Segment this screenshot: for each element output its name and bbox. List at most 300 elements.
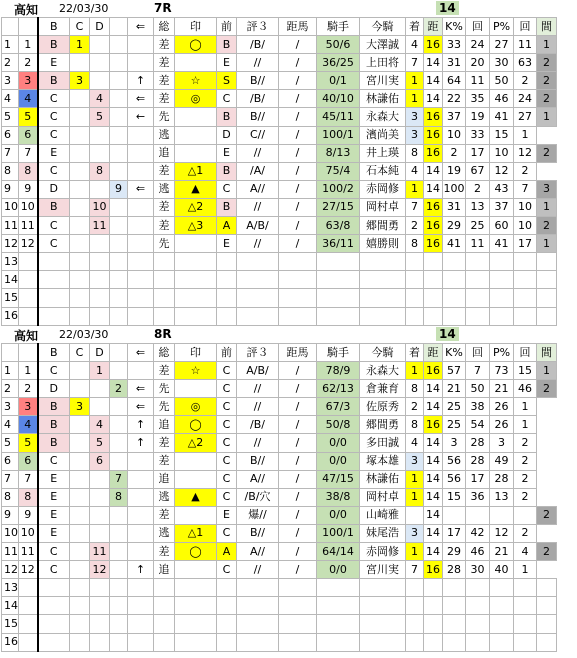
grade-a: E [38, 488, 70, 506]
p-pct-cell [490, 597, 514, 615]
mark-cell: ☆ [175, 362, 217, 380]
jockey-stat-cell [317, 633, 360, 651]
finish-cell [406, 253, 424, 271]
jockey-stat-cell: 62/13 [317, 380, 360, 398]
kai2-cell: 7 [514, 180, 537, 198]
col-c: 4 [90, 90, 110, 108]
finish-cell: 3 [406, 452, 424, 470]
dist-cell: 14 [424, 180, 443, 198]
header-kai2-cell: 回 [514, 344, 537, 362]
dist-cell: 16 [424, 416, 443, 434]
header-eval-cell: 評３ [237, 344, 279, 362]
p-pct-cell: 26 [490, 416, 514, 434]
finish-cell [406, 307, 424, 325]
jockey-stat-cell [317, 271, 360, 289]
header-arrow-cell: ⇐ [128, 18, 154, 36]
kai2-cell: 1 [514, 398, 537, 416]
col-c [90, 615, 110, 633]
jockey-stat-cell: 78/9 [317, 362, 360, 380]
venue: 高知 [14, 329, 39, 343]
dist-horse-cell: / [279, 180, 317, 198]
jockey-stat-cell: 8/13 [317, 144, 360, 162]
dist-horse-cell: / [279, 524, 317, 542]
mark-cell: ◎ [175, 90, 217, 108]
col-c [90, 144, 110, 162]
kai-cell: 7 [466, 362, 490, 380]
k-pct-cell: 10 [443, 126, 466, 144]
dist-cell: 16 [424, 235, 443, 253]
mark-cell [175, 380, 217, 398]
eval-cell [237, 253, 279, 271]
kai2-cell: 1 [514, 126, 537, 144]
dist-cell: 14 [424, 398, 443, 416]
eval-cell [237, 579, 279, 597]
style-cell: 追 [154, 416, 175, 434]
col-d [110, 506, 128, 524]
eval-cell: // [237, 434, 279, 452]
eval-cell: // [237, 198, 279, 216]
arrow-cell [128, 217, 154, 235]
table-row [2, 362, 557, 380]
jockey-cell: 多田誠 [360, 434, 406, 452]
header-k-pct-cell: K% [443, 18, 466, 36]
header-col-c: D [90, 344, 110, 362]
p-pct-cell: 30 [490, 54, 514, 72]
jockey-cell: 妹尾浩 [360, 524, 406, 542]
post-number [19, 579, 38, 597]
header-style-cell: 総 [154, 18, 175, 36]
arrow-cell [128, 488, 154, 506]
arrow-cell [128, 470, 154, 488]
post-number: 7 [19, 470, 38, 488]
header-style-cell: 総 [154, 344, 175, 362]
col-d [110, 198, 128, 216]
k-pct-cell: 17 [443, 524, 466, 542]
prev-cell [217, 307, 237, 325]
k-pct-cell: 28 [443, 561, 466, 579]
mark-cell: ▲ [175, 488, 217, 506]
grade-a: C [38, 126, 70, 144]
prev-cell: C [217, 452, 237, 470]
arrow-cell [128, 198, 154, 216]
jockey-cell: 上田将 [360, 54, 406, 72]
arrow-cell [128, 162, 154, 180]
kai-cell: 28 [466, 434, 490, 452]
row-number: 4 [2, 90, 19, 108]
table-row [2, 561, 557, 579]
prev-cell [217, 633, 237, 651]
prev-cell: C [217, 398, 237, 416]
dist-cell [424, 253, 443, 271]
post-number: 8 [19, 488, 38, 506]
jockey-cell: 嬉勝則 [360, 235, 406, 253]
style-cell: 逃 [154, 126, 175, 144]
row-number: 8 [2, 488, 19, 506]
arrow-cell: ↑ [128, 434, 154, 452]
k-pct-cell [443, 615, 466, 633]
dist-cell: 16 [424, 126, 443, 144]
finish-cell: 1 [406, 470, 424, 488]
eval-cell [237, 307, 279, 325]
jockey-stat-cell: 100/2 [317, 180, 360, 198]
prev-cell [217, 289, 237, 307]
kai2-cell [514, 597, 537, 615]
eval-cell: /B/ [237, 416, 279, 434]
venue: 高知 [14, 3, 39, 17]
arrow-cell [128, 54, 154, 72]
kai2-cell: 1 [514, 416, 537, 434]
header-row [2, 18, 557, 36]
jockey-cell [360, 271, 406, 289]
kai2-cell [514, 253, 537, 271]
p-pct-cell: 26 [490, 398, 514, 416]
col-d [110, 108, 128, 126]
dist-cell: 16 [424, 36, 443, 54]
mark-cell: ◎ [175, 398, 217, 416]
jockey-cell [360, 597, 406, 615]
col-d: 2 [110, 380, 128, 398]
kai2-cell: 12 [514, 144, 537, 162]
p-pct-cell [490, 307, 514, 325]
arrow-cell [128, 253, 154, 271]
table-row [2, 36, 557, 54]
grade-a: D [38, 180, 70, 198]
p-pct-cell: 21 [490, 543, 514, 561]
grade-a [38, 253, 70, 271]
col-b [70, 271, 90, 289]
p-pct-cell: 28 [490, 470, 514, 488]
dist-horse-cell: / [279, 198, 317, 216]
mark-cell [175, 289, 217, 307]
style-cell: 先 [154, 108, 175, 126]
jockey-stat-cell: 64/14 [317, 543, 360, 561]
col-b [70, 488, 90, 506]
kai-cell [466, 633, 490, 651]
style-cell: 追 [154, 470, 175, 488]
col-d [110, 235, 128, 253]
interval-cell: 2 [537, 380, 557, 398]
jockey-cell: 宮川実 [360, 72, 406, 90]
dist-cell [424, 597, 443, 615]
row-number: 10 [2, 198, 19, 216]
entry-table [1, 17, 557, 326]
jockey-stat-cell: 38/8 [317, 488, 360, 506]
grade-a [38, 271, 70, 289]
p-pct-cell [490, 615, 514, 633]
post-number: 9 [19, 180, 38, 198]
eval-cell: /B/ [237, 36, 279, 54]
eval-cell: 爆// [237, 506, 279, 524]
k-pct-cell: 64 [443, 72, 466, 90]
finish-cell [406, 289, 424, 307]
arrow-cell: ← [128, 108, 154, 126]
post-number: 10 [19, 524, 38, 542]
prev-cell: A [217, 217, 237, 235]
kai-cell: 24 [466, 36, 490, 54]
style-cell [154, 633, 175, 651]
grade-a: C [38, 452, 70, 470]
jockey-stat-cell: 0/0 [317, 506, 360, 524]
mark-cell [175, 506, 217, 524]
k-pct-cell [443, 633, 466, 651]
dist-cell: 14 [424, 543, 443, 561]
p-pct-cell [490, 633, 514, 651]
dist-horse-cell: / [279, 162, 317, 180]
k-pct-cell: 33 [443, 36, 466, 54]
prev-cell: C [217, 434, 237, 452]
row-number: 12 [2, 561, 19, 579]
col-d [110, 543, 128, 561]
table-row [2, 380, 557, 398]
dist-horse-cell [279, 253, 317, 271]
dist-cell: 14 [424, 506, 443, 524]
finish-cell: 1 [406, 488, 424, 506]
arrow-cell: ⇐ [128, 90, 154, 108]
header-prev-cell: 前 [217, 344, 237, 362]
style-cell [154, 271, 175, 289]
grade-a [38, 307, 70, 325]
grade-a: E [38, 524, 70, 542]
col-b [70, 90, 90, 108]
arrow-cell [128, 144, 154, 162]
header-finish-cell: 着 [406, 18, 424, 36]
post-number: 6 [19, 452, 38, 470]
row-number: 7 [2, 144, 19, 162]
finish-cell: 2 [406, 398, 424, 416]
dist-cell: 14 [424, 72, 443, 90]
k-pct-cell: 15 [443, 488, 466, 506]
post-number: 8 [19, 162, 38, 180]
eval-cell [237, 271, 279, 289]
mark-cell: ◯ [175, 36, 217, 54]
col-b [70, 615, 90, 633]
col-d [110, 54, 128, 72]
dist-horse-cell [279, 633, 317, 651]
eval-cell: A/B/ [237, 217, 279, 235]
header-grade-a: B [38, 344, 70, 362]
header-dist-cell: 距 [424, 344, 443, 362]
jockey-stat-cell [317, 307, 360, 325]
col-d [110, 289, 128, 307]
header-grade-a: B [38, 18, 70, 36]
style-cell: 追 [154, 561, 175, 579]
post-number [19, 271, 38, 289]
col-b [70, 126, 90, 144]
header-col-d [110, 18, 128, 36]
prev-cell: C [217, 362, 237, 380]
mark-cell [175, 452, 217, 470]
k-pct-cell: 31 [443, 54, 466, 72]
dist-horse-cell: / [279, 90, 317, 108]
dist-cell: 16 [424, 217, 443, 235]
mark-cell [175, 597, 217, 615]
header-jockey-cell: 今騎 [360, 18, 406, 36]
kai-cell: 28 [466, 452, 490, 470]
jockey-stat-cell: 63/8 [317, 217, 360, 235]
eval-cell: /B/ [237, 90, 279, 108]
jockey-stat-cell: 47/15 [317, 470, 360, 488]
mark-cell [175, 253, 217, 271]
post-number: 6 [19, 126, 38, 144]
k-pct-cell: 56 [443, 452, 466, 470]
row-number: 9 [2, 506, 19, 524]
eval-cell: B// [237, 108, 279, 126]
eval-cell: // [237, 380, 279, 398]
col-b [70, 561, 90, 579]
arrow-cell [128, 235, 154, 253]
mark-cell [175, 579, 217, 597]
col-b [70, 362, 90, 380]
jockey-cell: 永森大 [360, 108, 406, 126]
mark-cell: △2 [175, 198, 217, 216]
post-number: 12 [19, 235, 38, 253]
interval-cell: 1 [537, 235, 557, 253]
col-d [110, 452, 128, 470]
jockey-cell: 岡村卓 [360, 488, 406, 506]
table-row [2, 597, 557, 615]
jockey-stat-cell [317, 597, 360, 615]
dist-horse-cell [279, 271, 317, 289]
dist-cell: 14 [424, 162, 443, 180]
k-pct-cell: 2 [443, 144, 466, 162]
kai2-cell: 63 [514, 54, 537, 72]
kai-cell: 11 [466, 235, 490, 253]
post-number [19, 307, 38, 325]
row-number: 10 [2, 524, 19, 542]
header-row-number [2, 344, 19, 362]
kai-cell [466, 253, 490, 271]
row-number: 1 [2, 362, 19, 380]
table-row [2, 72, 557, 90]
grade-a: E [38, 470, 70, 488]
col-c [90, 506, 110, 524]
mark-cell [175, 144, 217, 162]
interval-cell [537, 633, 557, 651]
col-c [90, 235, 110, 253]
eval-cell: B// [237, 452, 279, 470]
dist-cell: 14 [424, 524, 443, 542]
jockey-stat-cell: 0/1 [317, 72, 360, 90]
p-pct-cell: 46 [490, 90, 514, 108]
table-row [2, 307, 557, 325]
jockey-cell: 石本純 [360, 162, 406, 180]
eval-cell [237, 597, 279, 615]
style-cell: 差 [154, 162, 175, 180]
k-pct-cell [443, 597, 466, 615]
k-pct-cell: 19 [443, 162, 466, 180]
kai-cell [466, 615, 490, 633]
jockey-cell: 宮川実 [360, 561, 406, 579]
post-number [19, 615, 38, 633]
finish-cell [406, 579, 424, 597]
col-c [90, 398, 110, 416]
arrow-cell: ↑ [128, 561, 154, 579]
header-col-c: D [90, 18, 110, 36]
jockey-stat-cell: 100/1 [317, 524, 360, 542]
interval-cell: 1 [537, 198, 557, 216]
grade-a [38, 615, 70, 633]
col-d [110, 126, 128, 144]
interval-cell: 1 [537, 362, 557, 380]
post-number: 5 [19, 434, 38, 452]
jockey-stat-cell: 50/6 [317, 36, 360, 54]
eval-cell: A// [237, 470, 279, 488]
row-number: 3 [2, 72, 19, 90]
interval-cell: 2 [537, 217, 557, 235]
post-number [19, 597, 38, 615]
post-number: 3 [19, 398, 38, 416]
grade-a: B [38, 416, 70, 434]
prev-cell: C [217, 561, 237, 579]
style-cell: 逃 [154, 180, 175, 198]
p-pct-cell: 15 [490, 126, 514, 144]
row-number: 4 [2, 416, 19, 434]
prev-cell [217, 253, 237, 271]
kai-cell: 38 [466, 398, 490, 416]
grade-a: C [38, 108, 70, 126]
table-row [2, 488, 557, 506]
prev-cell: C [217, 380, 237, 398]
prev-cell: E [217, 506, 237, 524]
header-prev-cell: 前 [217, 18, 237, 36]
header-jockey-cell: 今騎 [360, 344, 406, 362]
row-number: 16 [2, 307, 19, 325]
table-row [2, 416, 557, 434]
post-number: 2 [19, 380, 38, 398]
finish-cell: 4 [406, 162, 424, 180]
kai2-cell: 10 [514, 217, 537, 235]
mark-cell [175, 307, 217, 325]
finish-cell: 8 [406, 235, 424, 253]
kai2-cell [514, 579, 537, 597]
kai2-cell: 24 [514, 90, 537, 108]
mark-cell [175, 561, 217, 579]
dist-cell: 16 [424, 561, 443, 579]
entry-table [1, 343, 557, 652]
table-row [2, 54, 557, 72]
jockey-cell: 井上瑛 [360, 144, 406, 162]
table-row [2, 198, 557, 216]
eval-cell [237, 615, 279, 633]
table-row [2, 271, 557, 289]
mark-cell [175, 271, 217, 289]
grade-a: C [38, 217, 70, 235]
finish-cell: 4 [406, 36, 424, 54]
eval-cell: // [237, 398, 279, 416]
finish-cell: 1 [406, 543, 424, 561]
col-c [90, 253, 110, 271]
style-cell: 先 [154, 380, 175, 398]
arrow-cell [128, 543, 154, 561]
kai-cell: 19 [466, 108, 490, 126]
kai2-cell [514, 506, 537, 524]
date: 22/03/30 [59, 328, 109, 341]
col-c: 11 [90, 543, 110, 561]
row-number: 6 [2, 126, 19, 144]
arrow-cell: ⇐ [128, 180, 154, 198]
dist-horse-cell: / [279, 108, 317, 126]
interval-cell: 2 [537, 90, 557, 108]
finish-cell [406, 615, 424, 633]
finish-cell: 8 [406, 380, 424, 398]
style-cell [154, 615, 175, 633]
table-row [2, 524, 557, 542]
arrow-cell [128, 307, 154, 325]
arrow-cell [128, 452, 154, 470]
col-b [70, 307, 90, 325]
finish-cell: 7 [406, 561, 424, 579]
col-d [110, 307, 128, 325]
